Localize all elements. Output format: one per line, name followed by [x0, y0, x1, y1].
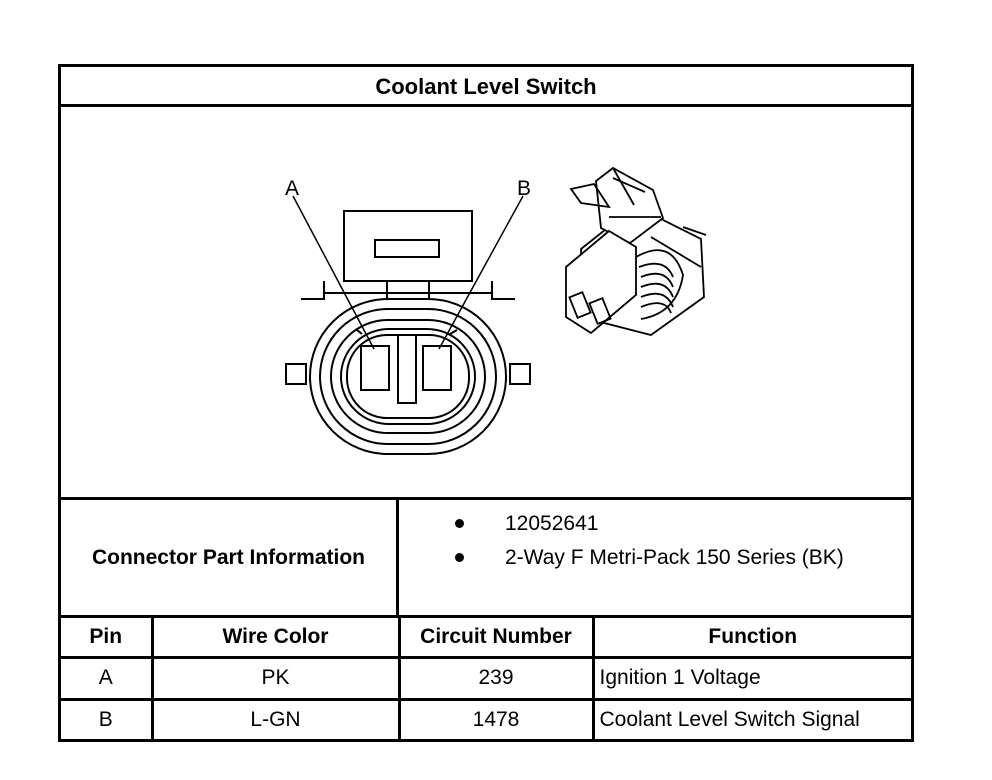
- cell-circuit-number: 239: [399, 658, 593, 699]
- header-wire-color: Wire Color: [152, 618, 399, 658]
- cell-function: Coolant Level Switch Signal: [593, 699, 911, 739]
- cell-circuit-number: 1478: [399, 699, 593, 739]
- header-function: Function: [593, 618, 911, 658]
- list-item: [399, 542, 911, 576]
- header-pin: Pin: [61, 618, 152, 658]
- connector-face-view-icon: [286, 196, 530, 454]
- pin-table: [61, 618, 911, 739]
- connector-series: 2-Way F Metri-Pack 150 Series (BK): [505, 546, 844, 569]
- header-circuit-number: Circuit Number: [399, 618, 593, 658]
- cell-function: Ignition 1 Voltage: [593, 658, 911, 699]
- bullet-icon: [455, 519, 464, 528]
- connector-sheet: [58, 64, 914, 742]
- page-title: Coolant Level Switch: [61, 67, 911, 107]
- table-header-row: [61, 618, 911, 658]
- part-number: 12052641: [505, 512, 599, 535]
- pin-label-a: A: [285, 177, 300, 200]
- cell-wire-color: L-GN: [152, 699, 399, 739]
- cell-wire-color: PK: [152, 658, 399, 699]
- cell-pin: A: [61, 658, 152, 699]
- bullet-icon: [455, 553, 464, 562]
- table-row: [61, 658, 911, 699]
- connector-part-information: [61, 500, 911, 618]
- connector-isometric-view-icon: [566, 168, 706, 335]
- connector-figure: [61, 107, 911, 500]
- cell-pin: B: [61, 699, 152, 739]
- table-row: [61, 699, 911, 739]
- connector-info-list: [399, 500, 911, 615]
- connector-diagram: [61, 107, 911, 497]
- connector-info-label: Connector Part Information: [61, 500, 399, 615]
- list-item: [399, 508, 911, 542]
- pin-label-b: B: [517, 177, 532, 200]
